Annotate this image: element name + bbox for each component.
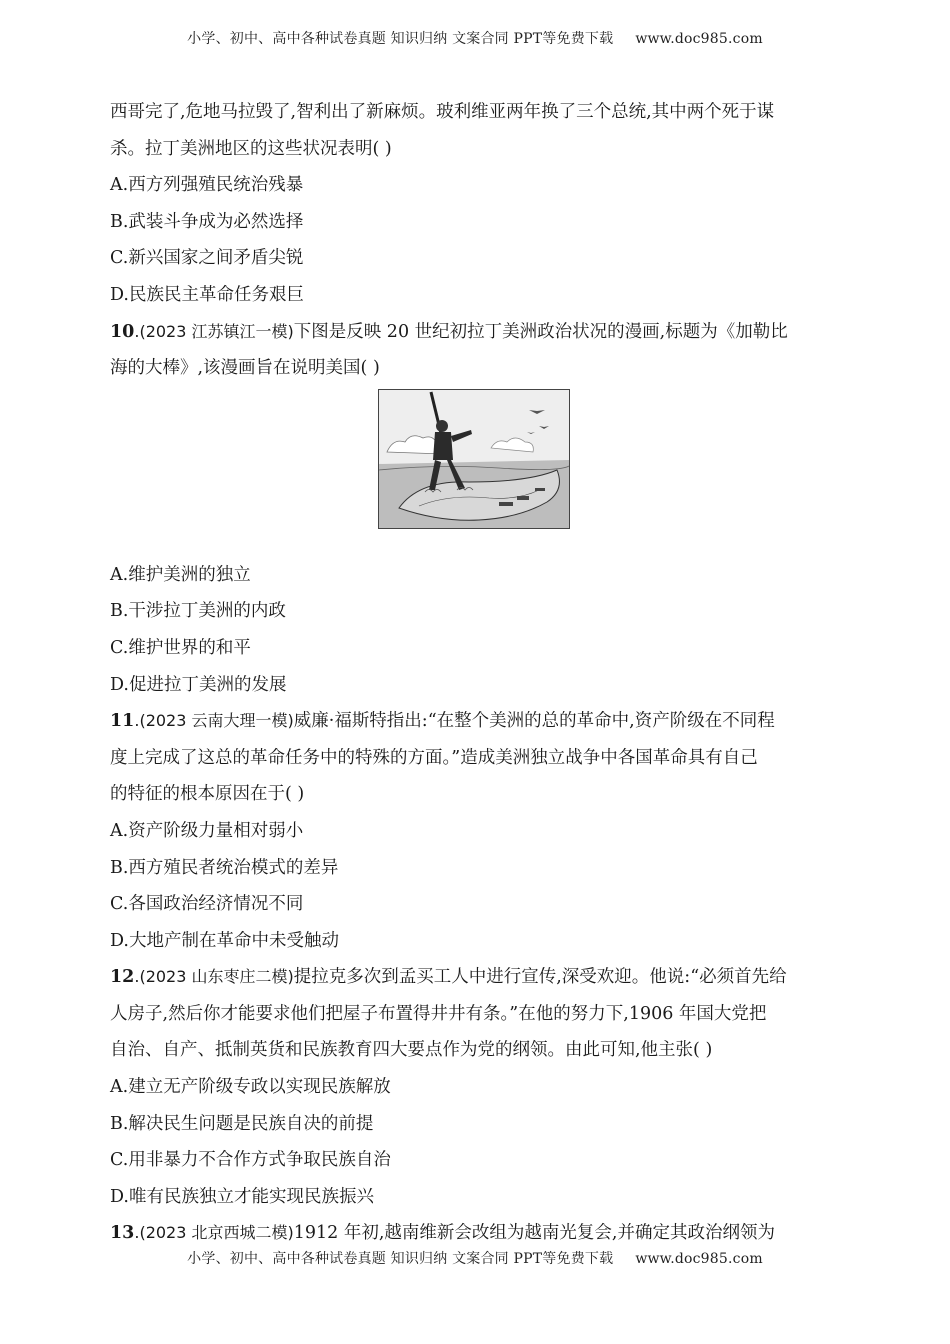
footer-banner: [0, 1248, 950, 1268]
option-a: A.维护美洲的独立: [110, 564, 251, 585]
question-number: 10: [110, 321, 135, 342]
option-d: D.大地产制在革命中未受触动: [110, 930, 339, 951]
footer-banner-text: 小学、初中、高中各种试卷真题 知识归纳 文案合同 PPT等免费下载: [187, 1251, 614, 1267]
question-number: 12: [110, 967, 135, 988]
question-text: 1912 年初,越南维新会改组为越南光复会,并确定其政治纲领为: [293, 1223, 775, 1244]
option-c: C.维护世界的和平: [110, 637, 251, 658]
question-source: .(2023 北京西城二模): [134, 1223, 294, 1243]
cartoon-drawing: [379, 390, 569, 528]
question-12: [110, 959, 845, 1215]
question-13: [110, 1215, 845, 1252]
question-text-line: 西哥完了,危地马拉毁了,智利出了新麻烦。玻利维亚两年换了三个总统,其中两个死于谋: [110, 102, 775, 122]
question-10: [110, 314, 845, 704]
question-stem: [110, 314, 845, 351]
question-number: 13: [110, 1223, 135, 1244]
option-d: D.民族民主革命任务艰巨: [110, 284, 304, 305]
question-source: .(2023 江苏镇江一模): [134, 321, 294, 341]
option-a: A.建立无产阶级专政以实现民族解放: [110, 1077, 391, 1098]
question-text: 下图是反映 20 世纪初拉丁美洲政治状况的漫画,标题为《加勒比: [293, 321, 788, 342]
question-text-line: 海的大棒》,该漫画旨在说明美国( ): [110, 358, 380, 379]
option-b: B.武装斗争成为必然选择: [110, 211, 304, 232]
question-stem: [110, 1215, 845, 1252]
option-d: D.促进拉丁美洲的发展: [110, 674, 287, 695]
footer-banner-site[interactable]: www.doc985.com: [635, 1251, 763, 1267]
question-11: [110, 703, 845, 959]
option-c: C.新兴国家之间矛盾尖锐: [110, 248, 304, 269]
option-b: B.干涉拉丁美洲的内政: [110, 601, 286, 622]
option-b: B.解决民生问题是民族自决的前提: [110, 1113, 374, 1134]
option-a: A.西方列强殖民统治残暴: [110, 175, 304, 196]
header-banner-site[interactable]: www.doc985.com: [635, 31, 763, 47]
option-d: D.唯有民族独立才能实现民族振兴: [110, 1186, 374, 1207]
cartoon-image: [378, 389, 570, 529]
question-source: .(2023 山东枣庄二模): [134, 967, 294, 987]
question-text-line: 人房子,然后你才能要求他们把屋子布置得井井有条。”在他的努力下,1906 年国大党把: [110, 1003, 767, 1024]
question-text-line: 度上完成了这总的革命任务中的特殊的方面。”造成美洲独立战争中各国革命具有自己: [110, 747, 758, 768]
question-9-continued: [110, 94, 845, 314]
question-text-line: 的特征的根本原因在于( ): [110, 784, 305, 805]
figure-container: [110, 389, 845, 553]
option-c: C.各国政治经济情况不同: [110, 894, 304, 915]
question-text: 提拉克多次到孟买工人中进行宣传,深受欢迎。他说:“必须首先给: [293, 967, 787, 988]
document-body: [110, 94, 845, 1252]
option-a: A.资产阶级力量相对弱小: [110, 820, 304, 841]
option-c: C.用非暴力不合作方式争取民族自治: [110, 1150, 391, 1171]
question-stem: [110, 703, 845, 740]
header-banner: [0, 28, 950, 48]
question-text-line: 自治、自产、抵制英货和民族教育四大要点作为党的纲领。由此可知,他主张( ): [110, 1040, 713, 1061]
question-text-line: 杀。拉丁美洲地区的这些状况表明( ): [110, 138, 392, 159]
question-number: 11: [110, 711, 135, 732]
question-stem: [110, 959, 845, 996]
option-b: B.西方殖民者统治模式的差异: [110, 857, 339, 878]
header-banner-text: 小学、初中、高中各种试卷真题 知识归纳 文案合同 PPT等免费下载: [187, 31, 614, 47]
question-source: .(2023 云南大理一模): [134, 711, 294, 731]
question-text: 威廉·福斯特指出:“在整个美洲的总的革命中,资产阶级在不同程: [293, 711, 775, 732]
